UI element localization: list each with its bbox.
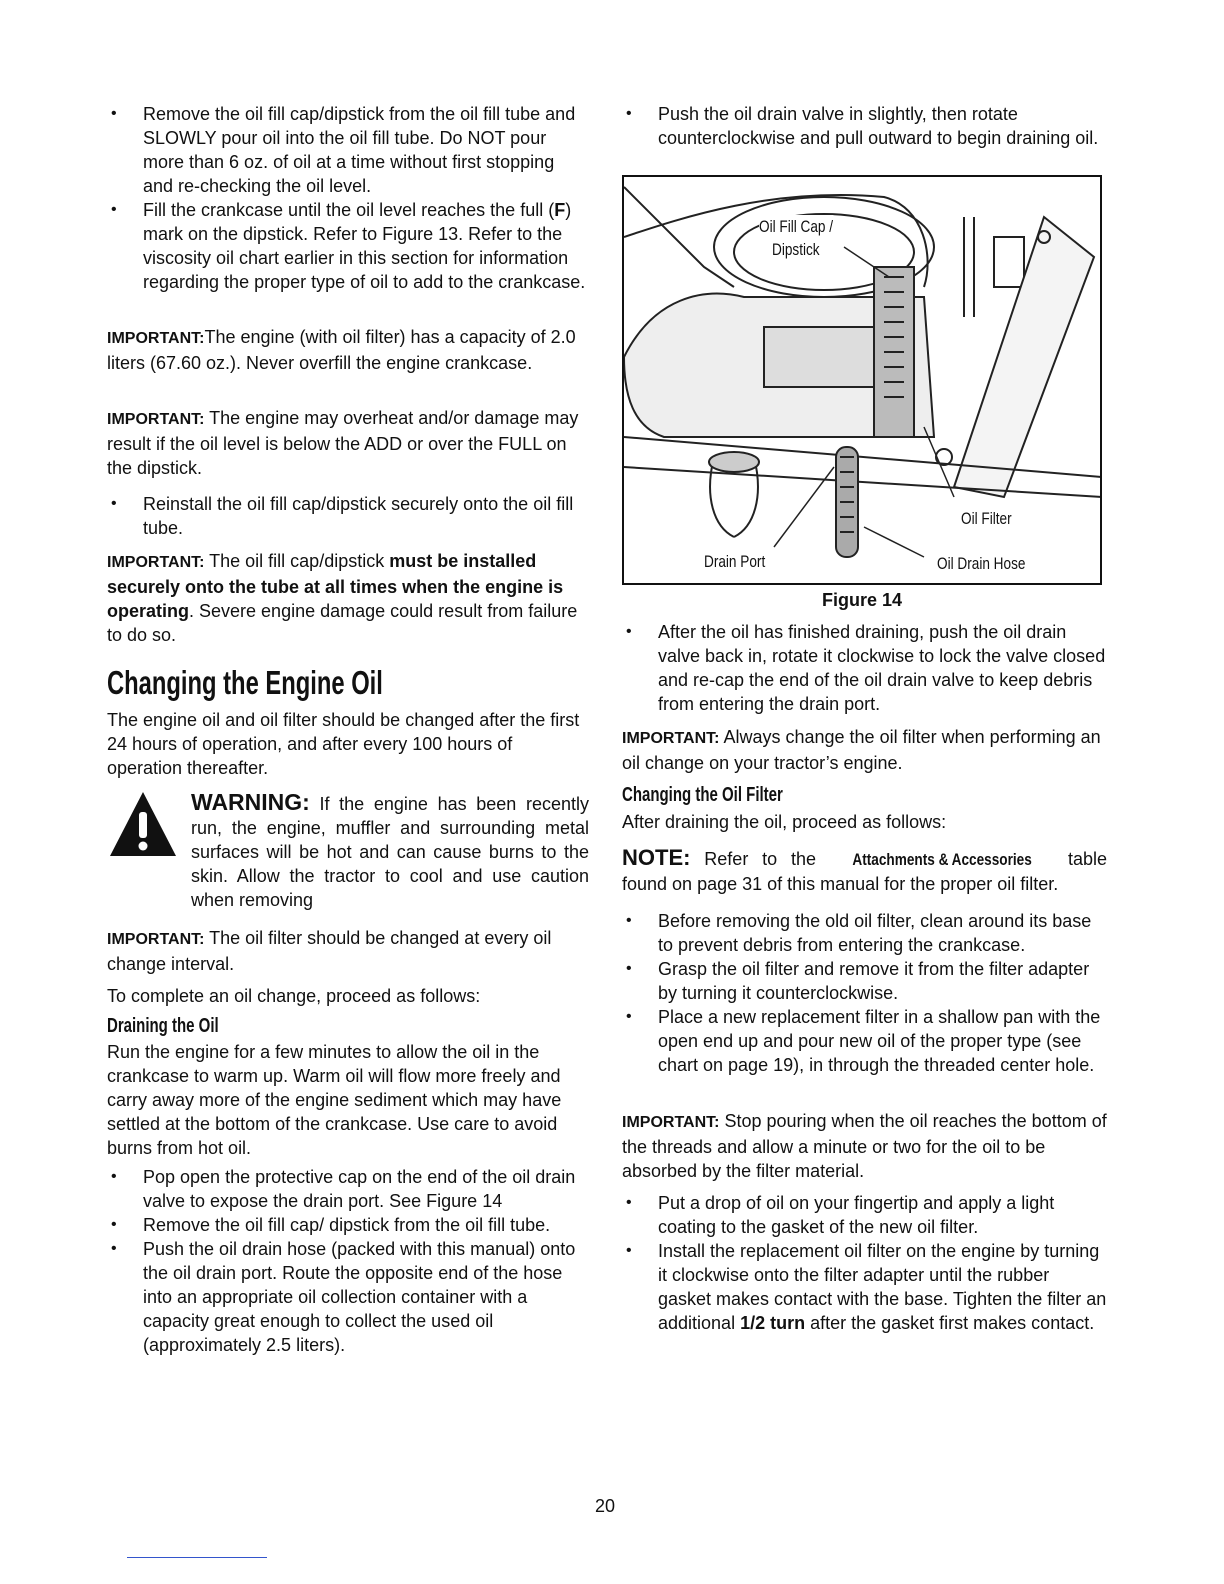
important-capacity [107,325,589,375]
filter-steps [622,909,1107,1077]
list-item: • Push the oil drain valve in slightly, then rotate counterclockwise and pull outward to begin draining oil. [622,102,1107,150]
draining-paragraph: Run the engine for a few minutes to allow the oil in the crankcase to warm up. Warm oil will flow more freely and carry away more of the engine sediment which may have settled at the bottom of the crankcase. Use care to avoid burns from hot oil. [107,1042,562,1158]
page-number: 20 [594,1496,616,1516]
engine-drawing [624,177,1102,585]
list-item: • Remove the oil fill cap/ dipstick from the oil fill tube. [107,1213,589,1237]
text: ) mark on the dipstick. Refer to Figure 13. Refer to the viscosity oil chart earlier in this section for information regarding the proper type of oil to add to the crankcase. [143,200,586,292]
label-oil-fill-cap: Oil Fill Cap / [759,215,833,239]
subheading-draining: Draining the Oil [107,1015,219,1037]
note [622,846,1107,896]
important-label: IMPORTANT: [622,730,720,747]
list-item: • Grasp the oil filter and remove it from the filter adapter by turning it counterclockwise. [622,957,1107,1005]
label-oil-filter: Oil Filter [961,507,1012,531]
bold-text: Attachments & Accessories [852,850,1032,869]
important-overheat [107,406,589,480]
label-dipstick: Dipstick [772,240,820,259]
text: table found on page 31 of this manual for the proper oil filter. [622,849,1107,894]
warning-icon [108,790,178,860]
proceed-text: To complete an oil change, proceed as follows: [107,986,481,1006]
note-label: NOTE: [622,845,691,870]
important-installed [107,549,589,647]
warning-text [191,790,589,912]
important-label: IMPORTANT: [622,1114,720,1131]
important-label: IMPORTANT: [107,931,205,948]
list-item: • Pop open the protective cap on the end of the oil drain valve to expose the drain port. See Figure 14 [107,1165,589,1213]
list-item: • Before removing the old oil filter, clean around its base to prevent debris from entering the crankcase. [622,909,1107,957]
figure-14-illustration [622,175,1102,585]
list-item: • After the oil has finished draining, push the oil drain valve back in, rotate it clockwise to lock the valve closed and re-cap the end of the oil drain valve to keep debris from entering the drain port. [622,620,1107,716]
text: Fill the crankcase until the oil level reaches the full ( [143,200,555,220]
text: Refer to the [690,849,830,869]
text: The oil fill cap/dipstick [204,551,390,571]
figure-caption: Figure 14 [821,590,903,610]
important-stop [622,1109,1107,1183]
label-drain-port: Drain Port [704,550,765,574]
text: . Severe engine damage could result from failure to do so. [107,601,578,645]
list-item: • Put a drop of oil on your fingertip and apply a light coating to the gasket of the new oil filter. [622,1191,1107,1239]
important-filter [107,926,589,976]
draining-steps [107,1165,589,1357]
label-oil-drain-hose: Oil Drain Hose [937,552,1025,576]
list-item: • Push the oil drain hose (packed with this manual) onto the oil drain port. Route the opposite end of the hose into an appropriate oil collection container with a capacity great enough to collect the used oil (approximately 2.5 liters). [107,1237,589,1357]
list-item: • Remove the oil fill cap/dipstick from the oil fill tube and SLOWLY pour oil into the oil fill tube. Do NOT pour more than 6 oz. of oil at a time without first stopping and re-checking the oil level. [107,102,589,198]
intro-paragraph: The engine oil and oil filter should be changed after the first 24 hours of operation, and after every 100 hours of operation thereafter. [107,710,580,778]
text: If the engine has been recently run, the engine, muffler and surrounding metal surfaces will be hot and can cause burns to the skin. Allow the tractor to cool and use caution when removing [191,794,589,910]
important-label: IMPORTANT: [107,411,205,428]
list-item [622,1239,1107,1335]
bold-text: 1/2 turn [740,1313,806,1333]
footer-rule [127,1557,267,1558]
text: The oil filter should be changed at every oil change interval. [107,928,552,974]
text: after the gasket first makes contact. [805,1313,1095,1333]
important-label: IMPORTANT: [107,330,205,347]
list-item: • Reinstall the oil fill cap/dipstick securely onto the oil fill tube. [107,492,589,540]
important-label: IMPORTANT: [107,554,205,571]
list-item: • Place a new replacement filter in a shallow pan with the open end up and pour new oil of the proper type (see chart on page 19), in through the threaded center hole. [622,1005,1107,1077]
text: Install the replacement oil filter on the engine by turning it clockwise onto the filter adapter until the rubber gasket makes contact with the base. Tighten the filter an additional [658,1241,1107,1333]
important-always [622,725,1107,775]
bold-text: F [554,200,566,220]
bold-text: must be installed securely onto the tube at all times when the engine is operating [107,551,564,621]
subheading-oil-filter: Changing the Oil Filter [622,784,783,806]
warning-label: WARNING: [191,789,310,815]
text: The engine may overheat and/or damage may result if the oil level is below the ADD or over the FULL on the dipstick. [107,408,579,478]
section-heading: Changing the Engine Oil [107,664,383,701]
after-draining-text: After draining the oil, proceed as follows: [622,812,947,832]
install-steps [622,1191,1107,1335]
text: Always change the oil filter when performing an oil change on your tractor’s engine. [622,727,1101,773]
fill-steps [107,102,589,294]
list-item [107,198,589,294]
text: Stop pouring when the oil reaches the bottom of the threads and allow a minute or two for the oil to be absorbed by the filter material. [622,1111,1107,1181]
text: The engine (with oil filter) has a capacity of 2.0 liters (67.60 oz.). Never overfill the engine crankcase. [107,327,576,373]
